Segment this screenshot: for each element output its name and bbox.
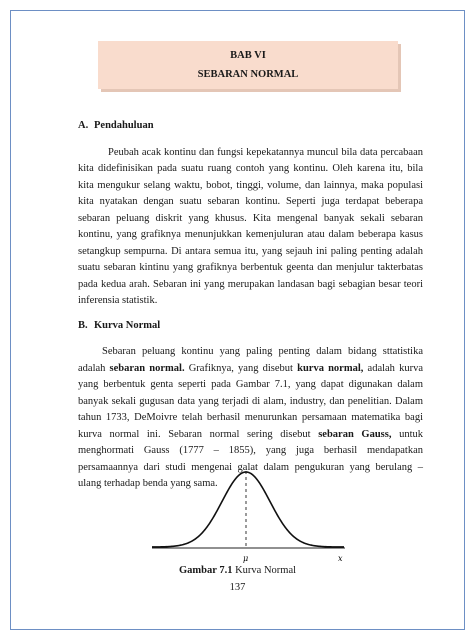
figure-caption [0,565,475,576]
page-content [78,118,423,498]
term-sebaran-normal: sebaran normal. [109,362,185,374]
caption-label: Gambar 7.1 [178,565,233,576]
section-a-title: Pendahuluan [94,120,154,131]
section-a-heading [78,118,423,135]
text-run: Grafiknya, yang disebut [184,362,298,374]
bell-curve [152,472,344,547]
chapter-title: SEBARAN NORMAL [197,69,299,80]
section-a-label: A. [78,120,89,131]
caption-text: Kurva Normal [232,565,297,576]
x-label: x [338,554,343,563]
term-kurva-normal: kurva normal, [297,362,364,374]
section-b-heading [78,318,423,335]
mu-label: μ [243,554,249,563]
section-b-label: B. [78,319,88,331]
chapter-number: BAB VI [230,50,266,61]
term-sebaran-gauss: sebaran Gauss, [318,428,392,440]
chapter-title-box [98,41,398,89]
text-run: adalah kurva yang berbentuk genta seperti pada Gambar 7.1, yang dapat digunakan dalam banyak sekali gugusan data yang terjadi di alam, industry, dan penelitian. Dalam tahun 1733, DeMoivre telah berhasil menurunkan persamaan matematika bagi kurva normal ini. Sebaran normal sering disebut [78,362,423,440]
text-run: untuk menghormati Gauss (1777 – 1855), yang juga berhasil mendapatkan persamaannya dari studi mengenai galat dalam pengukuran yang berulang – ulang terhadap benda yang sama. [78,428,423,489]
page-number: 137 [229,582,246,593]
text-run: Sebaran peluang kontinu yang paling penting dalam bidang sttatistika adalah [78,346,423,374]
normal-curve-figure [150,465,350,570]
normal-curve-svg [150,465,350,570]
section-a-paragraph: Peubah acak kontinu dan fungsi kepekatannya muncul bila data percabaan kita didefinisikan pada suatu ruang contoh yang kontinu. Oleh karena itu, bila kita mengukur selang waktu, bobot, tinggi, volume, dan lainnya, maka populasi kita nyatakan dengan suatu sebaran kontinu. Seperti juga terdapat beberapa sebaran peluang diskrit yang khusus. Kita mengenal banyak sekali sebaran kontinu, yang grafiknya menunjukkan kemenjuluran atau dalam beberapa kasus setangkup sempurna. Di antara semua itu, yang sejauh ini paling penting adalah suatu sebaran kintinu yang grafiknya berbentuk geenta dan menjulur takterbatas pada kedua arah. Sebaran ini yang merupakan landasan bagi sebagian besar teori inferensia statistik. [78,146,423,306]
section-b-title: Kurva Normal [94,319,161,331]
